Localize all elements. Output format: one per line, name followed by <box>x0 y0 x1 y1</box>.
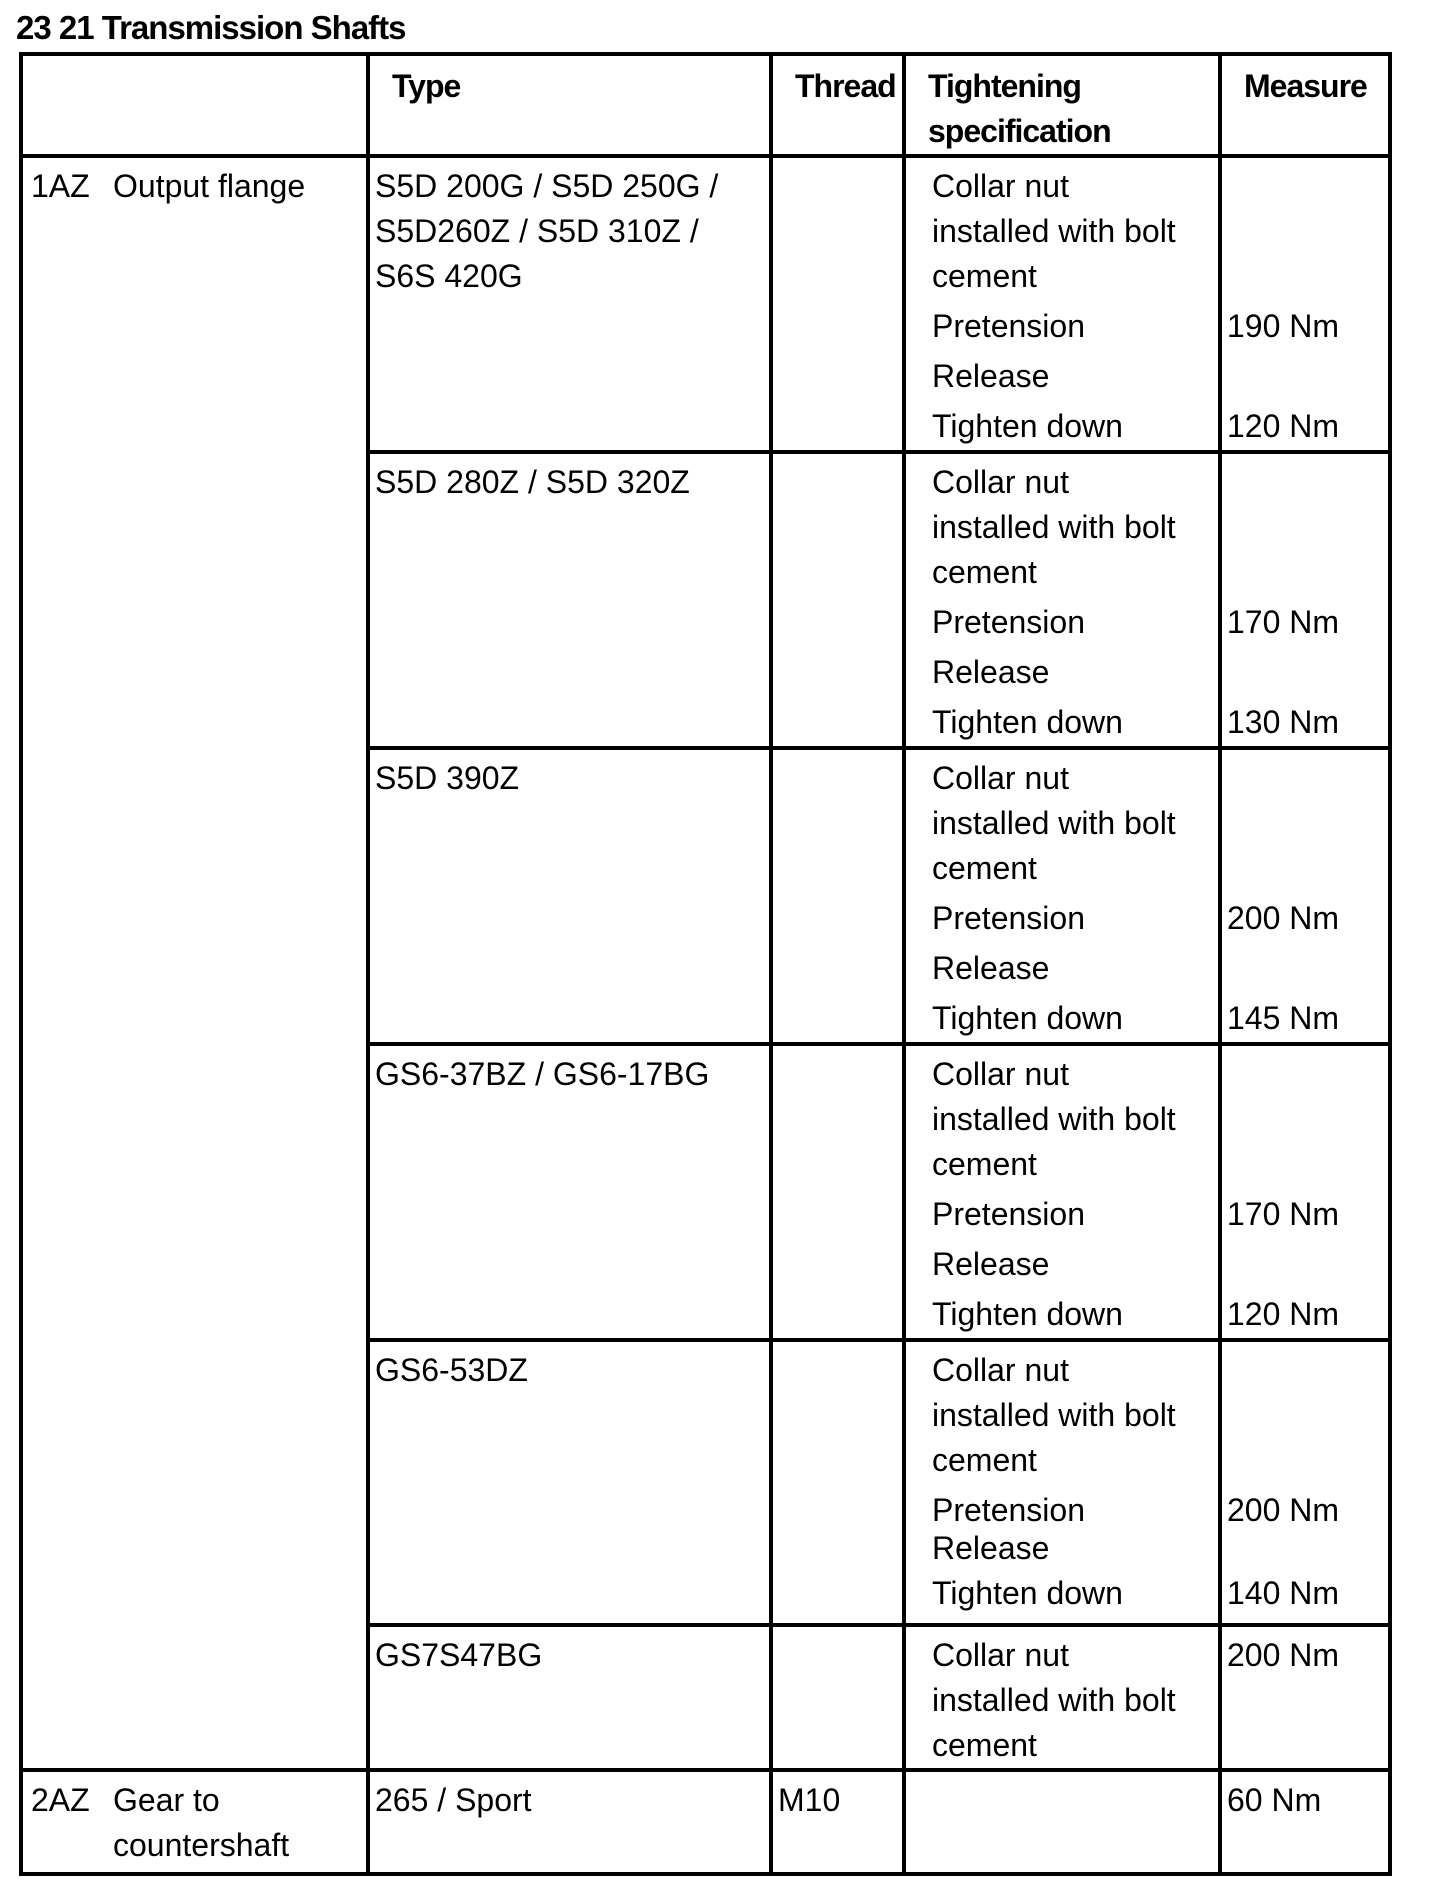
spec-line: installed with bolt <box>932 1682 1176 1718</box>
measure-pretension: 200 Nm <box>1227 1492 1340 1526</box>
spec-line: Collar nut <box>932 1352 1069 1388</box>
group-description-line: countershaft <box>113 1827 290 1863</box>
spec-line: installed with bolt <box>932 1101 1176 1137</box>
type-line: S5D 390Z <box>375 760 520 796</box>
measure-cell <box>1220 1044 1390 1340</box>
header-tightening-specification <box>904 54 1220 156</box>
spec-cell <box>904 1625 1220 1770</box>
type-cell <box>368 452 771 748</box>
measure-tighten-down: 120 Nm <box>1227 1296 1340 1332</box>
thread-cell <box>771 1340 904 1625</box>
measure-tighten-down: 120 Nm <box>1227 408 1340 444</box>
type-line: S6S 420G <box>375 258 523 294</box>
measure-pretension: 200 Nm <box>1227 900 1340 936</box>
spec-line: Collar nut <box>932 1056 1069 1092</box>
spec-release: Release <box>932 950 1050 986</box>
spec-line: Collar nut <box>932 760 1069 796</box>
measure-pretension: 170 Nm <box>1227 1196 1340 1232</box>
spec-tighten-down: Tighten down <box>932 408 1123 444</box>
spec-line: installed with bolt <box>932 1397 1176 1433</box>
spec-pretension: Pretension <box>932 604 1085 640</box>
header-thread: Thread <box>771 54 904 156</box>
spec-line: installed with bolt <box>932 509 1176 545</box>
spec-tighten-down: Tighten down <box>932 1575 1123 1611</box>
measure-cell: 60 Nm <box>1220 1770 1390 1874</box>
thread-cell <box>771 1044 904 1340</box>
spec-release: Release <box>932 654 1050 690</box>
table-row <box>21 156 1390 452</box>
spec-line: Collar nut <box>932 168 1069 204</box>
header-blank-cell <box>21 54 368 156</box>
spec-line: installed with bolt <box>932 213 1176 249</box>
spec-pretension: Pretension <box>932 308 1085 344</box>
type-line: GS7S47BG <box>375 1637 543 1673</box>
header-measure: Measure <box>1220 54 1390 156</box>
measure-tighten-down: 130 Nm <box>1227 704 1340 740</box>
spec-cell <box>904 1340 1220 1625</box>
spec-line: cement <box>932 258 1037 294</box>
measure-pretension: 190 Nm <box>1227 308 1340 344</box>
measure-tighten-down: 140 Nm <box>1227 1575 1340 1611</box>
spec-line: cement <box>932 1727 1037 1763</box>
type-line: GS6-37BZ / GS6-17BG <box>375 1056 710 1092</box>
group-description: Output flange <box>113 168 306 204</box>
type-cell <box>368 1340 771 1625</box>
thread-cell <box>771 156 904 452</box>
spec-release: Release <box>932 358 1050 394</box>
group-code: 2AZ <box>31 1782 90 1818</box>
spec-line: cement <box>932 850 1037 886</box>
type-cell <box>368 748 771 1044</box>
measure-tighten-down: 145 Nm <box>1227 1000 1340 1036</box>
spec-line: Collar nut <box>932 1637 1069 1673</box>
thread-cell <box>771 452 904 748</box>
group-2az-cell <box>21 1770 368 1874</box>
thread-cell <box>771 1625 904 1770</box>
measure-cell <box>1220 1340 1390 1625</box>
spec-release: Release <box>932 1530 1050 1566</box>
header-spec-line-1: Tightening <box>928 68 1081 104</box>
table-header-row <box>21 54 1390 156</box>
spec-line: cement <box>932 1146 1037 1182</box>
spec-pretension: Pretension <box>932 1196 1085 1232</box>
header-spec-line-2: specification <box>928 113 1111 149</box>
type-line: S5D 200G / S5D 250G / <box>375 168 719 204</box>
type-line: GS6-53DZ <box>375 1352 528 1388</box>
type-cell <box>368 1625 771 1770</box>
spec-cell <box>904 748 1220 1044</box>
table-row <box>21 1770 1390 1874</box>
header-type: Type <box>368 54 771 156</box>
measure-cell <box>1220 748 1390 1044</box>
group-code: 1AZ <box>31 168 90 204</box>
spec-line: installed with bolt <box>932 805 1176 841</box>
spec-release: Release <box>932 1246 1050 1282</box>
measure-value: 200 Nm <box>1227 1637 1340 1673</box>
torque-spec-table <box>19 52 1392 1876</box>
thread-cell <box>771 748 904 1044</box>
spec-line: cement <box>932 1442 1037 1478</box>
type-line: S5D260Z / S5D 310Z / <box>375 213 699 249</box>
spec-line: Collar nut <box>932 464 1069 500</box>
type-cell <box>368 1770 771 1874</box>
spec-tighten-down: Tighten down <box>932 1296 1123 1332</box>
type-cell <box>368 1044 771 1340</box>
spec-cell <box>904 156 1220 452</box>
page-title: 23 21 Transmission Shafts <box>16 9 406 46</box>
spec-pretension: Pretension <box>932 900 1085 936</box>
spec-tighten-down: Tighten down <box>932 1000 1123 1036</box>
spec-cell <box>904 452 1220 748</box>
thread-cell: M10 <box>771 1770 904 1874</box>
measure-cell <box>1220 156 1390 452</box>
measure-pretension: 170 Nm <box>1227 604 1340 640</box>
spec-cell <box>904 1044 1220 1340</box>
type-cell <box>368 156 771 452</box>
group-description <box>113 1778 363 1868</box>
spec-tighten-down: Tighten down <box>932 704 1123 740</box>
type-line: S5D 280Z / S5D 320Z <box>375 464 690 500</box>
type-line: 265 / Sport <box>375 1782 532 1818</box>
spec-line: cement <box>932 554 1037 590</box>
group-1az-cell <box>21 156 368 1770</box>
spec-cell <box>904 1770 1220 1874</box>
spec-pretension: Pretension <box>932 1492 1085 1526</box>
measure-cell <box>1220 1625 1390 1770</box>
measure-cell <box>1220 452 1390 748</box>
group-description-line: Gear to <box>113 1782 220 1818</box>
